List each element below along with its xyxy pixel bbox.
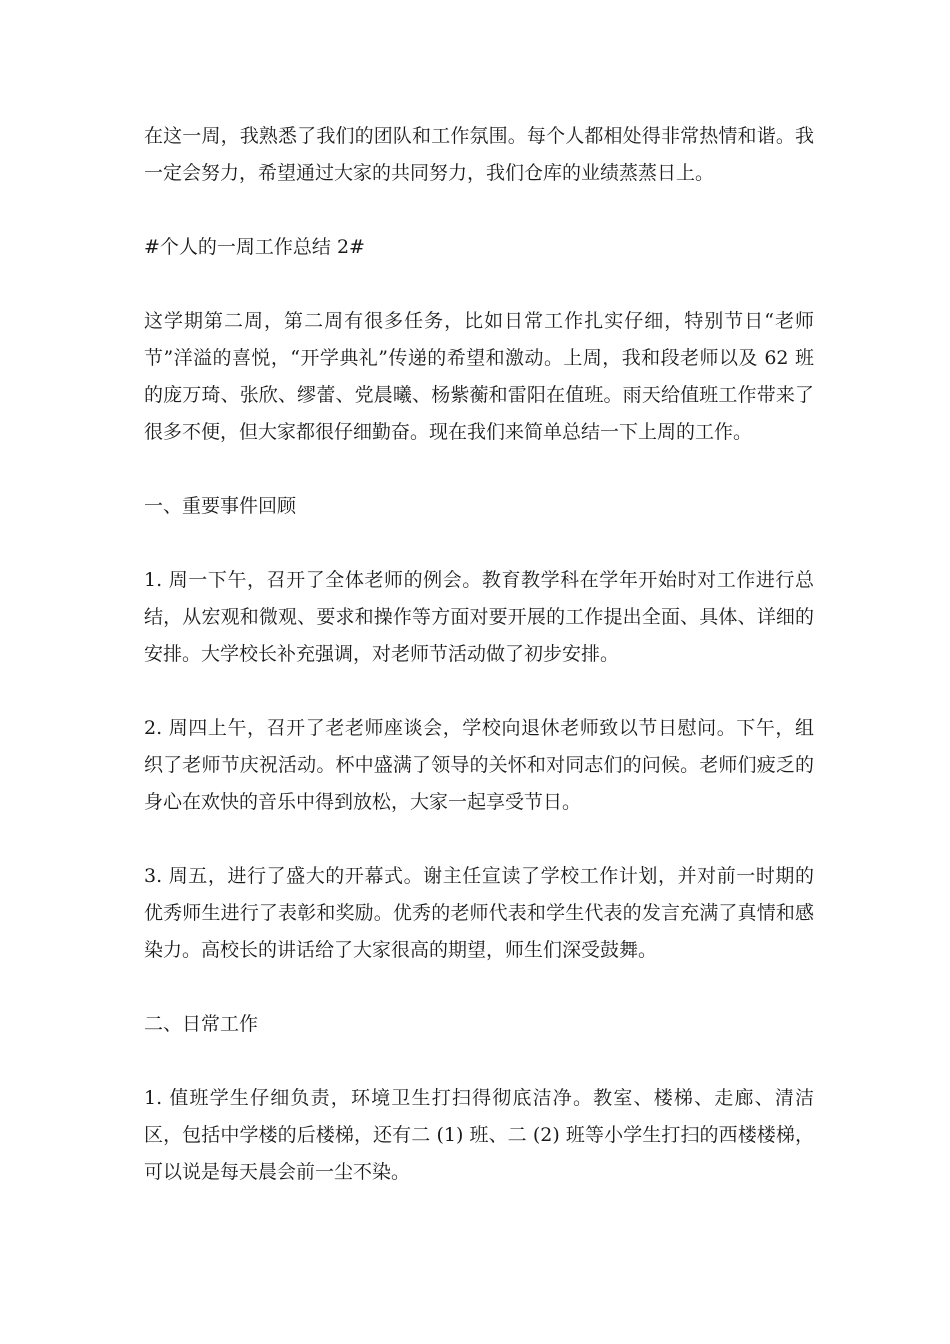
intro-paragraph: 在这一周，我熟悉了我们的团队和工作氛围。每个人都相处得非常热情和谐。我一定会努力，希望通过大家的共同努力，我们仓库的业绩蒸蒸日上。 — [144, 125, 814, 184]
event-item-1: 1. 周一下午，召开了全体老师的例会。教育教学科在学年开始时对工作进行总结，从宏观和微观、要求和操作等方面对要开展的工作提出全面、具体、详细的安排。大学校长补充强调，对老师节活动做了初步安排。 — [144, 569, 814, 665]
heading-daily-work: 二、日常工作 — [144, 1013, 259, 1035]
summary-paragraph: 这学期第二周，第二周有很多任务，比如日常工作扎实仔细，特别节日“老师节”洋溢的喜悦，“开学典礼”传递的希望和激动。上周，我和段老师以及 62 班的庞万琦、张欣、缪蕾、党晨曦、杨紫蘅和雷阳在值班。雨天给值班工作带来了很多不便，但大家都很仔细勤奋。现在我们来简单总结一下上周的工作。 — [144, 310, 814, 443]
heading-important-events: 一、重要事件回顾 — [144, 495, 297, 517]
daily-work-item-1: 1. 值班学生仔细负责，环境卫生打扫得彻底洁净。教室、楼梯、走廊、清洁区，包括中学楼的后楼梯，还有二 (1) 班、二 (2) 班等小学生打扫的西楼楼梯，可以说是每天晨会前一尘不染。 — [144, 1087, 814, 1183]
section-title: #个人的一周工作总结 2# — [144, 236, 365, 258]
document-body — [144, 118, 814, 1228]
event-item-3: 3. 周五，进行了盛大的开幕式。谢主任宣读了学校工作计划，并对前一时期的优秀师生进行了表彰和奖励。优秀的老师代表和学生代表的发言充满了真情和感染力。高校长的讲话给了大家很高的期望，师生们深受鼓舞。 — [144, 865, 814, 961]
event-item-2: 2. 周四上午，召开了老老师座谈会，学校向退休老师致以节日慰问。下午，组织了老师节庆祝活动。杯中盛满了领导的关怀和对同志们的问候。老师们疲乏的身心在欢快的音乐中得到放松，大家一起享受节日。 — [144, 717, 814, 813]
